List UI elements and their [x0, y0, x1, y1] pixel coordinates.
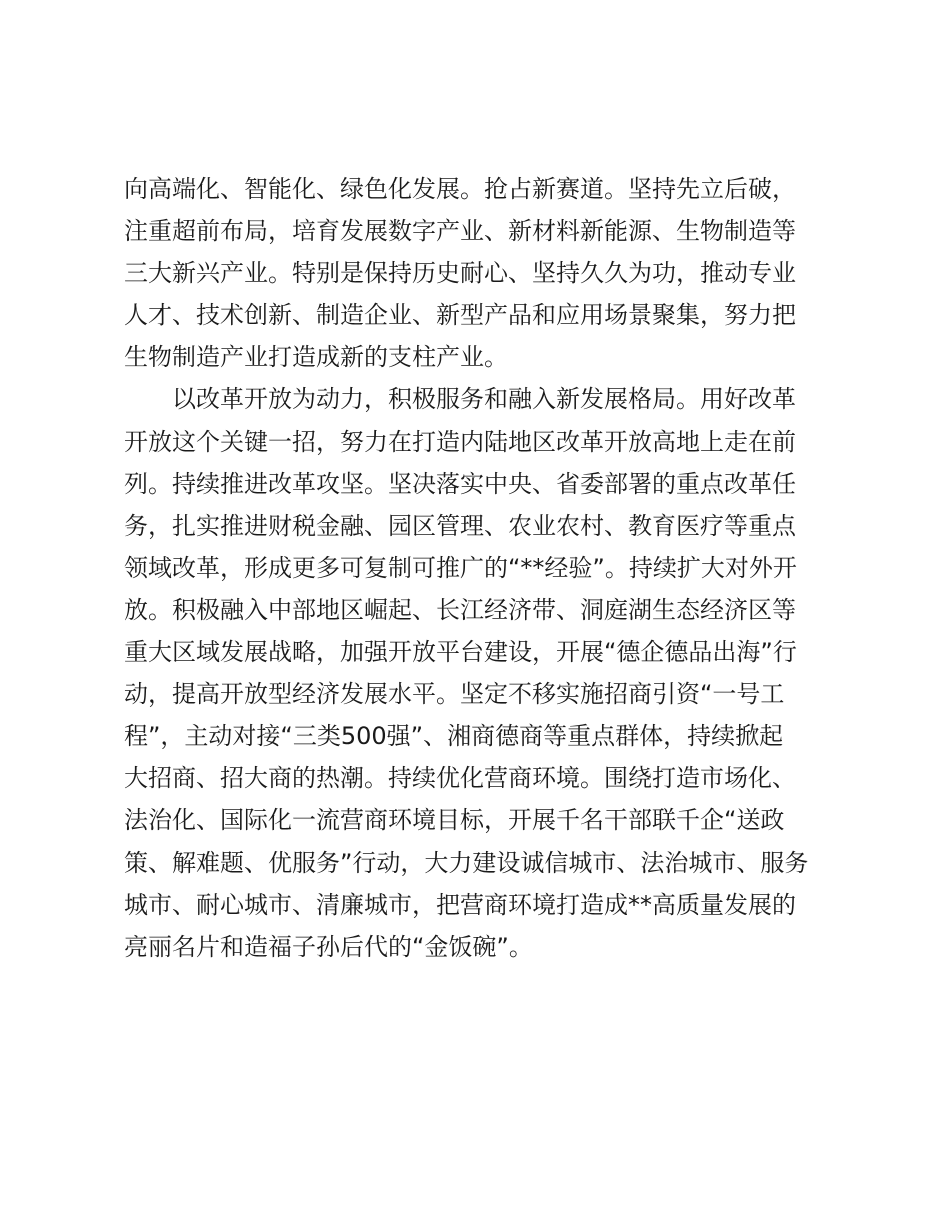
text-line: 放。积极融入中部地区崛起、长江经济带、洞庭湖生态经济区等: [124, 595, 796, 624]
text-line: 向高端化、智能化、绿色化发展。抢占新赛道。坚持先立后破，: [124, 175, 796, 203]
text-line: 注重超前布局，培育发展数字产业、新材料新能源、生物制造等: [124, 217, 796, 246]
text-line: 亮丽名片和造福子孙后代的“金饭碗”。: [124, 932, 533, 961]
text-line: 开放这个关键一招，努力在打造内陆地区改革开放高地上走在前: [124, 427, 796, 456]
body-text: [124, 168, 844, 968]
text-line: 以改革开放为动力，积极服务和融入新发展格局。用好改革: [172, 385, 796, 414]
text-line: 领域改革，形成更多可复制可推广的“**经验”。持续扩大对外开: [124, 553, 797, 582]
text-line: 务，扎实推进财税金融、园区管理、农业农村、教育医疗等重点: [124, 511, 796, 540]
text-line: 大招商、招大商的热潮。持续优化营商环境。围绕打造市场化、: [124, 764, 796, 793]
text-line: 城市、耐心城市、清廉城市，把营商环境打造成**高质量发展的: [124, 890, 796, 919]
paragraph-1: [124, 168, 844, 378]
text-line: 三大新兴产业。特别是保持历史耐心、坚持久久为功，推动专业: [124, 259, 796, 288]
text-line: 列。持续推进改革攻坚。坚决落实中央、省委部署的重点改革任: [124, 469, 796, 498]
text-line: 法治化、国际化一流营商环境目标，开展千名干部联千企“送政: [124, 806, 785, 835]
text-line: 动，提高开放型经济发展水平。坚定不移实施招商引资“一号工: [124, 680, 785, 709]
text-line: 重大区域发展战略，加强开放平台建设，开展“德企德品出海”行: [124, 638, 797, 667]
text-line: 生物制造产业打造成新的支柱产业。: [124, 343, 508, 372]
text-line: 策、解难题、优服务”行动，大力建设诚信城市、法治城市、服务: [124, 848, 809, 877]
text-line: 程”，主动对接“三类500强”、湘商德商等重点群体，持续掀起: [124, 722, 784, 751]
paragraph-2: [124, 378, 844, 967]
text-line: 人才、技术创新、制造企业、新型产品和应用场景聚集，努力把: [124, 301, 796, 330]
